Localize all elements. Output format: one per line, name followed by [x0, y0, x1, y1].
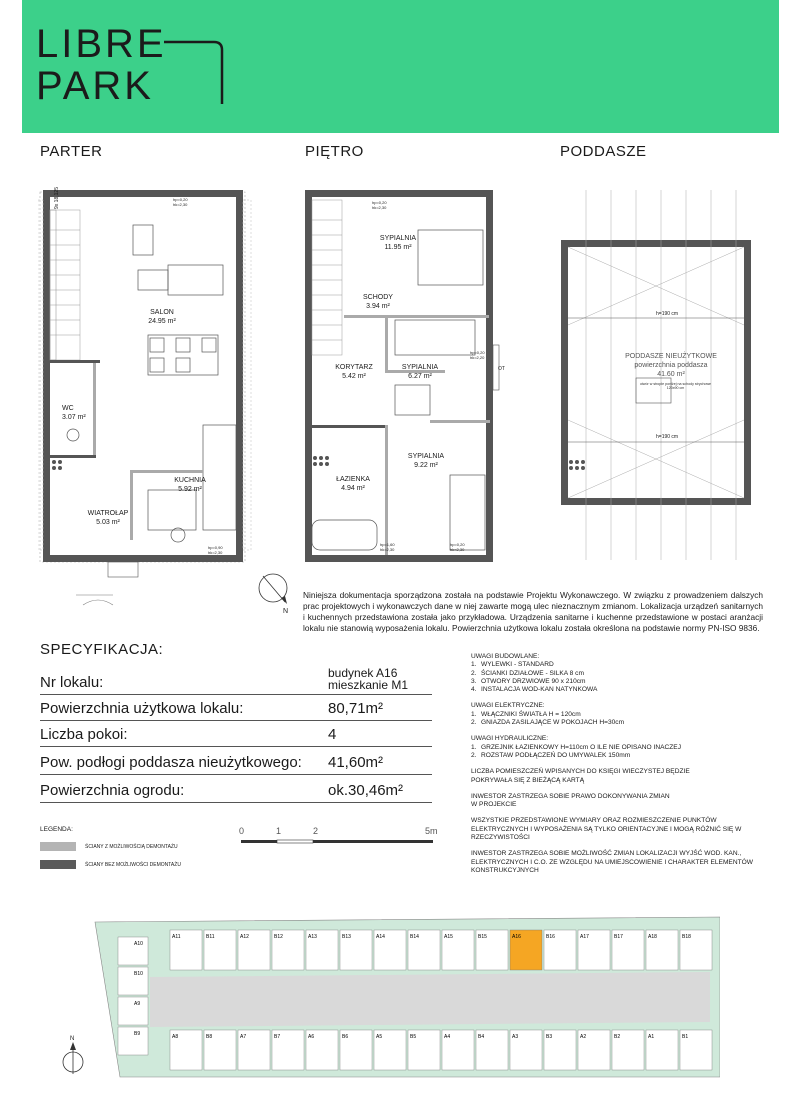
room-schody-area: 3.94 m² [366, 303, 390, 310]
disclaimer-note: Niniejsza dokumentacja sporządzona została na podstawie Projektu Wykonawczego. W związku z prowadzeniem dalszych prac projektowych i wykonawczych dane w niej zawarte mogą ulec nieznacznym zmianom. Lokalizacja urządzeń sanitarnych i kuchennych przedstawiona została jako przykładowa. Urządzenia sanitarne i kuchenne przedstawione w postaci aranżacji lokalu nie stanowią wyposażenia lokalu. Powierzchnia użytkowa lokalu została określona na podstawie normy PN-ISO 9836. [303, 590, 763, 633]
plan-poddasze [556, 170, 771, 580]
spec-value-ogrod: ok.30,46m² [328, 782, 404, 799]
site-unit-left-label: A9 [134, 1001, 141, 1007]
room-sypialnia-2-area: 6.27 m² [408, 373, 432, 380]
site-unit-label: B15 [478, 934, 487, 940]
site-unit-left-label: A10 [134, 941, 143, 947]
site-unit-left [118, 997, 148, 1025]
north-arrow-icon [255, 568, 295, 618]
legend-text-removable: ŚCIANY Z MOŻLIWOŚCIĄ DEMONTAŻU [85, 844, 178, 850]
site-unit-label: A6 [308, 1034, 315, 1040]
spec-title: SPECYFIKACJA: [40, 641, 164, 658]
site-unit-label: B13 [342, 934, 351, 940]
uwagi-hyd-item: 1. GRZEJNIK ŁAZIENKOWY H=110cm O ILE NIE OPISANO INACZEJ [471, 743, 681, 751]
spec-label-powierzchnia: Powierzchnia użytkowa lokalu: [40, 700, 244, 717]
pietro-window-bot2 [450, 542, 465, 552]
site-unit-label: B12 [274, 934, 283, 940]
poddasze-h2: h=190 cm [656, 434, 679, 440]
uwagi-block [471, 653, 771, 875]
parter-hp-top: hp=0,20 [173, 197, 188, 202]
title-parter: PARTER [40, 143, 103, 160]
uwagi-el-item: 2. GNIAZDA ZASILAJĄCE W POKOJACH H=30cm [471, 719, 625, 727]
plan-pietro [300, 170, 515, 590]
site-unit-label: A4 [444, 1034, 451, 1040]
logo-frame [36, 22, 226, 112]
site-unit-label: B16 [546, 934, 555, 940]
spec-row-powierzchnia [40, 694, 432, 721]
pietro-hp-top: hp=0,20 [372, 200, 387, 205]
title-poddasze: PODDASZE [560, 143, 647, 160]
scale-tick-5: 5m [425, 826, 438, 836]
site-unit-label: A2 [580, 1034, 587, 1040]
room-wiatrolap-area: 5.03 m² [96, 519, 120, 526]
logo-line2: PARK [36, 64, 154, 108]
spec-value-building: budynek A16 [328, 666, 398, 680]
site-unit-label: B6 [342, 1034, 349, 1040]
uwagi-p4: INWESTOR ZASTRZEGA SOBIE MOŻLIWOŚĆ ZMIAN LOKALIZACJI WYJŚĆ WOD. KAN., ELEKTRYCZNYCH I C.O. ZE WZGLĘDU NA UMIEJSCOWIENIE I CHARAKTER ELEMENTÓW KONSTRUKCYJNYCH [471, 850, 753, 874]
poddasze-room [616, 352, 726, 379]
spec-value-nr-lokalu [328, 667, 408, 691]
parter-stairs-label [54, 178, 60, 218]
uwagi-bud-1: WYLEWKI - STANDARD [481, 661, 554, 669]
site-unit-label: B8 [206, 1034, 213, 1040]
header-banner [22, 0, 779, 133]
site-unit-left [118, 1027, 148, 1055]
room-sypialnia-3-area: 9.22 m² [414, 462, 438, 469]
site-unit-label: A18 [648, 934, 657, 940]
room-korytarz-area: 5.42 m² [342, 373, 366, 380]
site-unit-left [118, 937, 148, 965]
room-wiatrolap-label: WIATROŁAP [87, 510, 129, 517]
room-sypialnia-3 [396, 452, 456, 470]
north-arrow [255, 568, 295, 618]
uwagi-hyd-item: 2. ROZSTAW PODŁĄCZEŃ DO UMYWALEK 150mm [471, 751, 631, 759]
spec-row-pokoje [40, 720, 432, 747]
site-unit-label: A7 [240, 1034, 247, 1040]
room-sypialnia-2-label: SYPIALNIA [401, 364, 439, 371]
site-unit-label: A12 [240, 934, 249, 940]
room-wc [62, 404, 92, 422]
scale-graphic [237, 826, 445, 850]
parter-window-top [173, 197, 188, 207]
room-wc-label: WC [62, 405, 74, 412]
room-korytarz [324, 363, 384, 381]
room-lazienka-label: ŁAZIENKA [336, 476, 370, 483]
uwagi-bud-2: ŚCIANKI DZIAŁOWE - SILKA 8 cm [481, 669, 584, 677]
scale-tick-0: 0 [239, 826, 245, 836]
uwagi-hyd-1: GRZEJNIK ŁAZIENKOWY H=110cm O ILE NIE OPISANO INACZEJ [481, 743, 681, 751]
poddasze-title: PODDASZE NIEUŻYTKOWE [625, 353, 717, 360]
legend-item-removable [40, 842, 200, 854]
spec-label-poddasze: Pow. podłogi poddasza nieużytkowego: [40, 754, 302, 771]
pietro-hp-side: hp=0,20 [470, 350, 485, 355]
poddasze-hatch-note: otwór w stropie poniżej na schody strychowe 120x90 cm [639, 382, 712, 391]
uwagi-hyd-2: ROZSTAW PODŁĄCZEŃ DO UMYWALEK 150mm [481, 751, 631, 759]
pietro-hp-bot1: hp=1,60 [380, 542, 395, 547]
site-unit-left-label: B10 [134, 971, 143, 977]
site-north-label: N [70, 1036, 75, 1042]
north-label: N [283, 608, 289, 615]
pietro-hp-bot2: hp=0,20 [450, 542, 465, 547]
legend [40, 826, 181, 868]
poddasze-h1: h=190 cm [656, 311, 679, 317]
parter-stairs-count: 9x 18,125 [54, 187, 60, 209]
pietro-hk-top: hk=2,30 [372, 205, 387, 210]
site-unit-label: A8 [172, 1034, 179, 1040]
plan-parter [38, 170, 253, 610]
room-kuchnia-label: KUCHNIA [174, 477, 206, 484]
uwagi-el-2: GNIAZDA ZASILAJĄCE W POKOJACH H=30cm [481, 719, 625, 727]
room-wc-area: 3.07 m² [62, 414, 86, 421]
uwagi-hyd-heading: UWAGI HYDRAULICZNE: [471, 735, 549, 743]
site-unit-left [118, 967, 148, 995]
pietro-window-bot1 [380, 542, 395, 552]
site-unit-label: A16 [512, 934, 521, 940]
site-unit-label: A15 [444, 934, 453, 940]
room-sypialnia-1-area: 11.95 m² [384, 244, 412, 251]
room-schody [348, 293, 408, 311]
room-lazienka [328, 475, 378, 493]
site-north-arrow [58, 1036, 88, 1080]
title-pietro: PIĘTRO [305, 143, 364, 160]
uwagi-p1: LICZBA POMIESZCZEŃ WPISANYCH DO KSIĘGI WIECZYSTEJ BĘDZIE POKRYWAŁA SIĘ Z BIEŻĄCĄ KARTĄ [471, 768, 690, 784]
spec-label-ogrod: Powierzchnia ogrodu: [40, 782, 185, 799]
libre-park-logo [36, 22, 206, 108]
site-unit-label: B2 [614, 1034, 621, 1040]
site-unit-label: A17 [580, 934, 589, 940]
site-unit-label: B3 [546, 1034, 553, 1040]
site-unit-label: B4 [478, 1034, 485, 1040]
room-kuchnia-area: 5.92 m² [178, 486, 202, 493]
uwagi-bud-item: 1. WYLEWKI - STANDARD [471, 661, 554, 669]
spec-row-nr-lokalu [40, 662, 432, 695]
spec-row-ogrod [40, 774, 432, 803]
site-unit-label: B11 [206, 934, 215, 940]
spec-value-pokoje: 4 [328, 726, 337, 743]
pietro-ot-label: OT [498, 366, 505, 372]
room-salon-label: SALON [150, 309, 174, 316]
site-unit-label: A1 [648, 1034, 655, 1040]
legend-text-fixed: ŚCIANY BEZ MOŻLIWOŚCI DEMONTAŻU [85, 862, 181, 868]
spec-label-nr-lokalu: Nr lokalu: [40, 674, 104, 691]
site-unit-label: B1 [682, 1034, 689, 1040]
site-north-icon [58, 1040, 88, 1080]
legend-item-fixed [40, 860, 200, 872]
room-sypialnia-1 [368, 234, 428, 252]
scale-tick-1: 1 [276, 826, 282, 836]
room-lazienka-area: 4.94 m² [341, 485, 365, 492]
parter-hk-bot: hk=2,30 [208, 550, 223, 555]
spec-row-poddasze [40, 746, 432, 775]
site-unit-label: A11 [172, 934, 181, 940]
legend-swatch-fixed [40, 860, 76, 869]
pietro-window-top [372, 200, 387, 210]
room-kuchnia [160, 476, 220, 494]
scale-bar [237, 826, 445, 850]
pietro-hk-bot1: hk=2,30 [380, 547, 395, 552]
site-unit-label: B18 [682, 934, 691, 940]
site-unit-label: A5 [376, 1034, 383, 1040]
site-unit-label: A3 [512, 1034, 519, 1040]
uwagi-bud-item: 2. ŚCIANKI DZIAŁOWE - SILKA 8 cm [471, 669, 584, 677]
site-unit-left-label: B9 [134, 1031, 141, 1037]
poddasze-area: 41.60 m² [657, 371, 685, 378]
site-plan [90, 912, 720, 1082]
room-sypialnia-1-label: SYPIALNIA [379, 235, 417, 242]
uwagi-p3: WSZYSTKIE PRZEDSTAWIONE WYMIARY ORAZ ROZMIESZCZENIE PUNKTÓW ELEKTRYCZNYCH I WYPOSAŻENIA SĄ TYLKO ORIENTACYJNE I MOGĄ RÓŻNIĆ SIĘ W RZECZYWISTOŚCI [471, 817, 742, 842]
spec-label-pokoje: Liczba pokoi: [40, 726, 128, 743]
room-schody-label: SCHODY [363, 294, 393, 301]
uwagi-el-1: WŁĄCZNIKI ŚWIATŁA H = 120cm [481, 710, 581, 718]
parter-window-bottom [208, 545, 223, 555]
uwagi-bud-4: INSTALACJA WOD-KAN NATYNKOWA [481, 686, 598, 694]
pietro-hk-side: hk=2,20 [470, 355, 485, 360]
parter-hp-bot: hp=0,90 [208, 545, 223, 550]
room-salon-area: 24.95 m² [148, 318, 176, 325]
uwagi-bud-3: OTWORY DRZWIOWE 90 x 210cm [481, 677, 586, 685]
site-unit-label: B7 [274, 1034, 281, 1040]
spec-value-powierzchnia: 80,71m² [328, 700, 384, 717]
room-sypialnia-3-label: SYPIALNIA [407, 453, 445, 460]
parter-hk-top: hk=2,30 [173, 202, 188, 207]
site-unit-label: B5 [410, 1034, 417, 1040]
site-unit-label: A13 [308, 934, 317, 940]
uwagi-p2: INWESTOR ZASTRZEGA SOBIE PRAWO DOKONYWANIA ZMIAN W PROJEKCIE [471, 792, 670, 809]
legend-title: LEGENDA: [40, 826, 73, 833]
logo-line1: LIBRE [36, 22, 167, 66]
uwagi-bud-item: 3. OTWORY DRZWIOWE 90 x 210cm [471, 677, 586, 685]
parter-drawing [38, 170, 253, 610]
uwagi-el-heading: UWAGI ELEKTRYCZNE: [471, 702, 545, 710]
uwagi-bud-heading: UWAGI BUDOWLANE: [471, 653, 540, 660]
spec-value-poddasze: 41,60m² [328, 754, 384, 771]
scale-tick-2: 2 [313, 826, 319, 836]
pietro-hk-bot2: hk=2,30 [450, 547, 465, 552]
site-unit-label: B17 [614, 934, 623, 940]
room-wiatrolap [78, 509, 138, 527]
room-salon [132, 308, 192, 326]
uwagi-el-item: 1. WŁĄCZNIKI ŚWIATŁA H = 120cm [471, 710, 581, 718]
room-sypialnia-2 [390, 363, 450, 381]
spec-value-apartment: mieszkanie M1 [328, 678, 409, 692]
legend-swatch-removable [40, 842, 76, 851]
pietro-window-side [470, 350, 485, 360]
poddasze-subtitle: powierzchnia poddasza [634, 362, 708, 369]
site-unit-label: A14 [376, 934, 385, 940]
site-plan-drawing [90, 912, 720, 1082]
uwagi-bud-item: 4. INSTALACJA WOD-KAN NATYNKOWA [471, 686, 598, 694]
room-korytarz-label: KORYTARZ [335, 364, 373, 371]
site-unit-label: B14 [410, 934, 419, 940]
